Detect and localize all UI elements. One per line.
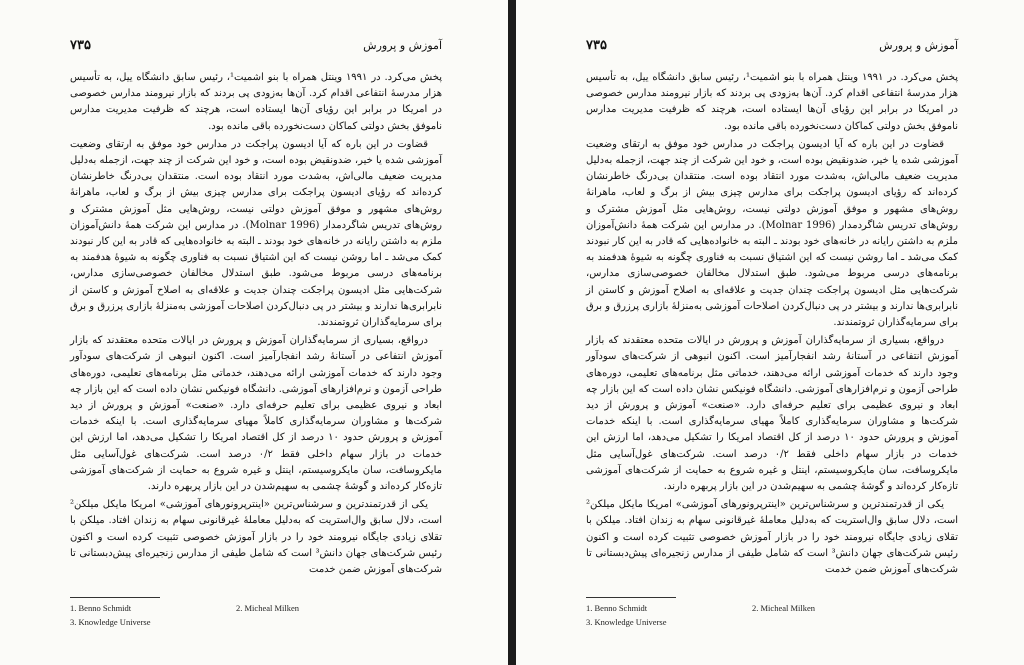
paragraph: یکی از قدرتمندترین و سرشناس‌ترین «اینترپرونورهای آموزشی» امریکا مایکل میلکن² است، دلال سابق وال‌استریت که به‌دلیل معاملهٔ غیرقانونی سهام به زندان افتاد. میلکن با تقلای زیادی جایگاه نیرومند خود را در بازار آموزش خصوصی تثبیت کرده است و اکنون رئیس شرکت‌های جهان دانش³ است که شامل طیفی از مدارس زنجیره‌ای پیش‌دبستانی تا شرکت‌های آموزش ضمن خدمت bbox=[586, 499, 958, 576]
right-page bbox=[516, 0, 1024, 665]
paragraph: پخش می‌کرد. در ۱۹۹۱ وینتل همراه با بنو اشمیت¹، رئیس سابق دانشگاه ییل، به تأسیس هزار مدرسهٔ انتفاعی اقدام کرد. آن‌ها به‌زودی پی بردند که بازار نیرومند مدارس خصوصی در امریکا در برابر این رؤیای آن‌ها ایستاده است، هرچند که ظرفیت مدیریت مدارس ناموفق بخش دولتی کماکان دست‌نخورده باقی مانده بود. bbox=[586, 72, 959, 132]
page-header bbox=[586, 38, 958, 56]
paragraph: یکی از قدرتمندترین و سرشناس‌ترین «اینترپرونورهای آموزشی» امریکا مایکل میلکن² است، دلال سابق وال‌استریت که به‌دلیل معاملهٔ غیرقانونی سهام به زندان افتاد. میلکن با تقلای زیادی جایگاه نیرومند خود را در بازار آموزش خصوصی تثبیت کرده است و اکنون رئیس شرکت‌های جهان دانش³ است که شامل طیفی از مدارس زنجیره‌ای پیش‌دبستانی تا شرکت‌های آموزش ضمن خدمت bbox=[70, 499, 442, 576]
page-number: ۷۳۵ bbox=[586, 38, 607, 53]
footnote: 2. Micheal Milken bbox=[752, 603, 816, 613]
footnote: 2. Micheal Milken bbox=[236, 603, 300, 613]
footnote: 1. Benno Schmidt bbox=[586, 603, 648, 613]
page-header bbox=[70, 38, 442, 56]
page-gutter bbox=[508, 0, 516, 665]
footnote: 1. Benno Schmidt bbox=[70, 603, 132, 613]
paragraph: قضاوت در این باره که آیا ادیسون پراجکت در مدارس خود موفق به ارتقای وضعیت آموزشی شده یا خیر، ضدونقیض بوده است، و خود این شرکت از چند جهت، ازجمله به‌دلیل مدیریت ضعیف مالی‌اش، به‌شدت مورد انتقاد بوده است. منتقدان بی‌درنگ خاطرنشان کرده‌اند که رؤیای ادیسون پراجکت برای مدارس چیزی بیش از برگ و لعاب، ماهرانهٔ روش‌های مشهور و موفق آموزش دولتی نیست، روش‌هایی مثل آموزش مشترک و روش‌های تدریس شاگردمدار (Molnar 1996). در مدارس این شرکت همهٔ دانش‌آموزان ملزم به داشتن رایانه در خانه‌های خود بودند ـ البته به خانواده‌هایی که قادر به این کار نبودند کمک می‌شد ـ اما روشن نیست که این اشتیاق نسبت به فناوری چگونه به شیوهٔ هدفمند به برنامه‌های درسی مربوط می‌شود. طبق استدلال مخالفان خصوصی‌سازی مدارس، شرکت‌هایی مثل ادیسون پراجکت چندان جدیت و علاقه‌ای به اصلاح آموزش و کاستن از نابرابری‌ها ندارند و بیشتر در پی دنبال‌کردن اصلاحات آموزشی به‌منزلهٔ بازاری پرزرق و برق برای سرمایه‌گذاران ثروتمندند. bbox=[586, 138, 958, 329]
paragraph: پخش می‌کرد. در ۱۹۹۱ وینتل همراه با بنو اشمیت¹، رئیس سابق دانشگاه ییل، به تأسیس هزار مدرسهٔ انتفاعی اقدام کرد. آن‌ها به‌زودی پی بردند که بازار نیرومند مدارس خصوصی در امریکا در برابر این رؤیای آن‌ها ایستاده است، هرچند که ظرفیت مدیریت مدارس ناموفق بخش دولتی کماکان دست‌نخورده باقی مانده بود. bbox=[70, 72, 443, 132]
left-page bbox=[0, 0, 508, 665]
page-number: ۷۳۵ bbox=[70, 38, 91, 53]
footnote-rule bbox=[70, 597, 160, 598]
running-title: آموزش و پرورش bbox=[879, 39, 958, 52]
footnote-rule bbox=[586, 597, 676, 598]
paragraph: قضاوت در این باره که آیا ادیسون پراجکت در مدارس خود موفق به ارتقای وضعیت آموزشی شده یا خیر، ضدونقیض بوده است، و خود این شرکت از چند جهت، ازجمله به‌دلیل مدیریت ضعیف مالی‌اش، به‌شدت مورد انتقاد بوده است. منتقدان بی‌درنگ خاطرنشان کرده‌اند که رؤیای ادیسون پراجکت برای مدارس چیزی بیش از برگ و لعاب، ماهرانهٔ روش‌های مشهور و موفق آموزش دولتی نیست، روش‌هایی مثل آموزش مشترک و روش‌های تدریس شاگردمدار (Molnar 1996). در مدارس این شرکت همهٔ دانش‌آموزان ملزم به داشتن رایانه در خانه‌های خود بودند ـ البته به خانواده‌هایی که قادر به این کار نبودند کمک می‌شد ـ اما روشن نیست که این اشتیاق نسبت به فناوری چگونه به شیوهٔ هدفمند به برنامه‌های درسی مربوط می‌شود. طبق استدلال مخالفان خصوصی‌سازی مدارس، شرکت‌هایی مثل ادیسون پراجکت چندان جدیت و علاقه‌ای به اصلاح آموزش و کاستن از نابرابری‌ها ندارند و بیشتر در پی دنبال‌کردن اصلاحات آموزشی به‌منزلهٔ بازاری پرزرق و برق برای سرمایه‌گذاران ثروتمندند. bbox=[70, 138, 442, 329]
body-text bbox=[70, 70, 442, 580]
footnote: 3. Knowledge Universe bbox=[586, 617, 667, 627]
body-text bbox=[586, 70, 958, 580]
paragraph: درواقع، بسیاری از سرمایه‌گذاران آموزش و پرورش در ایالات متحده معتقدند که بازار آموزش انتفاعی در آستانهٔ رشد انفجارآمیز است. اکنون انبوهی از شرکت‌های سودآور وجود دارند که خدمات آموزشی ارائه می‌دهند، خدماتی مثل برنامه‌های تعلیمی، دوره‌های طراحی آزمون و نرم‌افزارهای آموزشی. دانشگاه فونیکس نشان داده است که این بازار چه ابعاد و نیروی عظیمی برای تعلیم حرفه‌ای دارد. «صنعت» آموزش و پرورش از دید شرکت‌ها و مشاوران سرمایه‌گذاری کاملاً مهیای سرمایه‌گذاری است. با اینکه خدمات آموزش و پرورش حدود ۱۰ درصد از کل اقتصاد امریکا را تشکیل می‌دهد، اما ارزش این خدمات در بازار سهام داخلی فقط ۰/۲ درصد است. شرکت‌های غول‌آسایی مثل مایکروسافت، سان مایکروسیستم، اینتل و غیره شروع به حمایت از شرکت‌های آموزشی تازه‌کار کرده‌اند و گوشهٔ چشمی به سهیم‌شدن در این بازار پربهره دارند. bbox=[70, 335, 443, 493]
running-title: آموزش و پرورش bbox=[363, 39, 442, 52]
footnote: 3. Knowledge Universe bbox=[70, 617, 151, 627]
paragraph: درواقع، بسیاری از سرمایه‌گذاران آموزش و پرورش در ایالات متحده معتقدند که بازار آموزش انتفاعی در آستانهٔ رشد انفجارآمیز است. اکنون انبوهی از شرکت‌های سودآور وجود دارند که خدمات آموزشی ارائه می‌دهند، خدماتی مثل برنامه‌های تعلیمی، دوره‌های طراحی آزمون و نرم‌افزارهای آموزشی. دانشگاه فونیکس نشان داده است که این بازار چه ابعاد و نیروی عظیمی برای تعلیم حرفه‌ای دارد. «صنعت» آموزش و پرورش از دید شرکت‌ها و مشاوران سرمایه‌گذاری کاملاً مهیای سرمایه‌گذاری است. با اینکه خدمات آموزش و پرورش حدود ۱۰ درصد از کل اقتصاد امریکا را تشکیل می‌دهد، اما ارزش این خدمات در بازار سهام داخلی فقط ۰/۲ درصد است. شرکت‌های غول‌آسایی مثل مایکروسافت، سان مایکروسیستم، اینتل و غیره شروع به حمایت از شرکت‌های آموزشی تازه‌کار کرده‌اند و گوشهٔ چشمی به سهیم‌شدن در این بازار پربهره دارند. bbox=[586, 335, 959, 493]
